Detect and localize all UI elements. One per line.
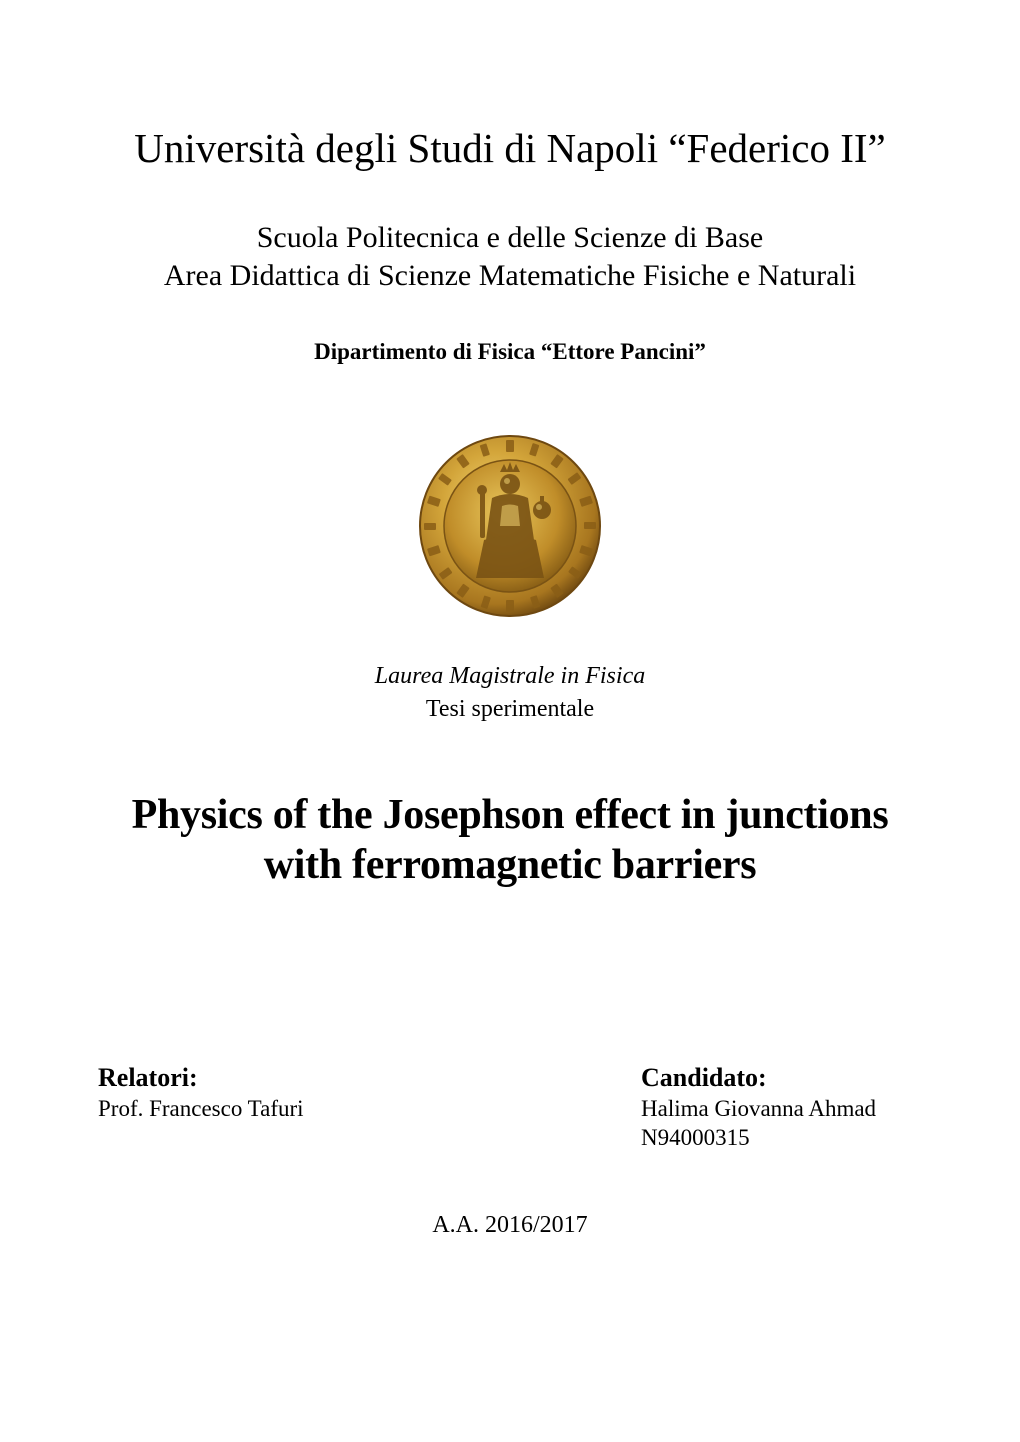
degree-name: Laurea Magistrale in Fisica [374,663,646,689]
candidate-heading: Candidato: [641,1063,767,1092]
academic-year: A.A. 2016/2017 [432,1212,588,1238]
candidate-block [641,1062,876,1152]
school-name: Scuola Politecnica e delle Scienze di Base [256,221,764,254]
university-name: Università degli Studi di Napoli “Federico II” [134,125,886,171]
university-seal-icon [418,434,602,618]
thesis-type: Tesi sperimentale [425,696,595,722]
supervisor-name: Prof. Francesco Tafuri [98,1096,304,1121]
department-name: Dipartimento di Fisica “Ettore Pancini” [314,339,706,364]
candidate-id: N94000315 [641,1125,750,1150]
supervisors-heading: Relatori: [98,1063,198,1092]
candidate-name: Halima Giovanna Ahmad [641,1096,877,1121]
supervisors-block [98,1062,304,1123]
area-name: Area Didattica di Scienze Matematiche Fisiche e Naturali [163,259,857,292]
thesis-title-line-2: with ferromagnetic barriers [263,842,757,888]
thesis-title-line-1: Physics of the Josephson effect in junctions [131,792,889,838]
